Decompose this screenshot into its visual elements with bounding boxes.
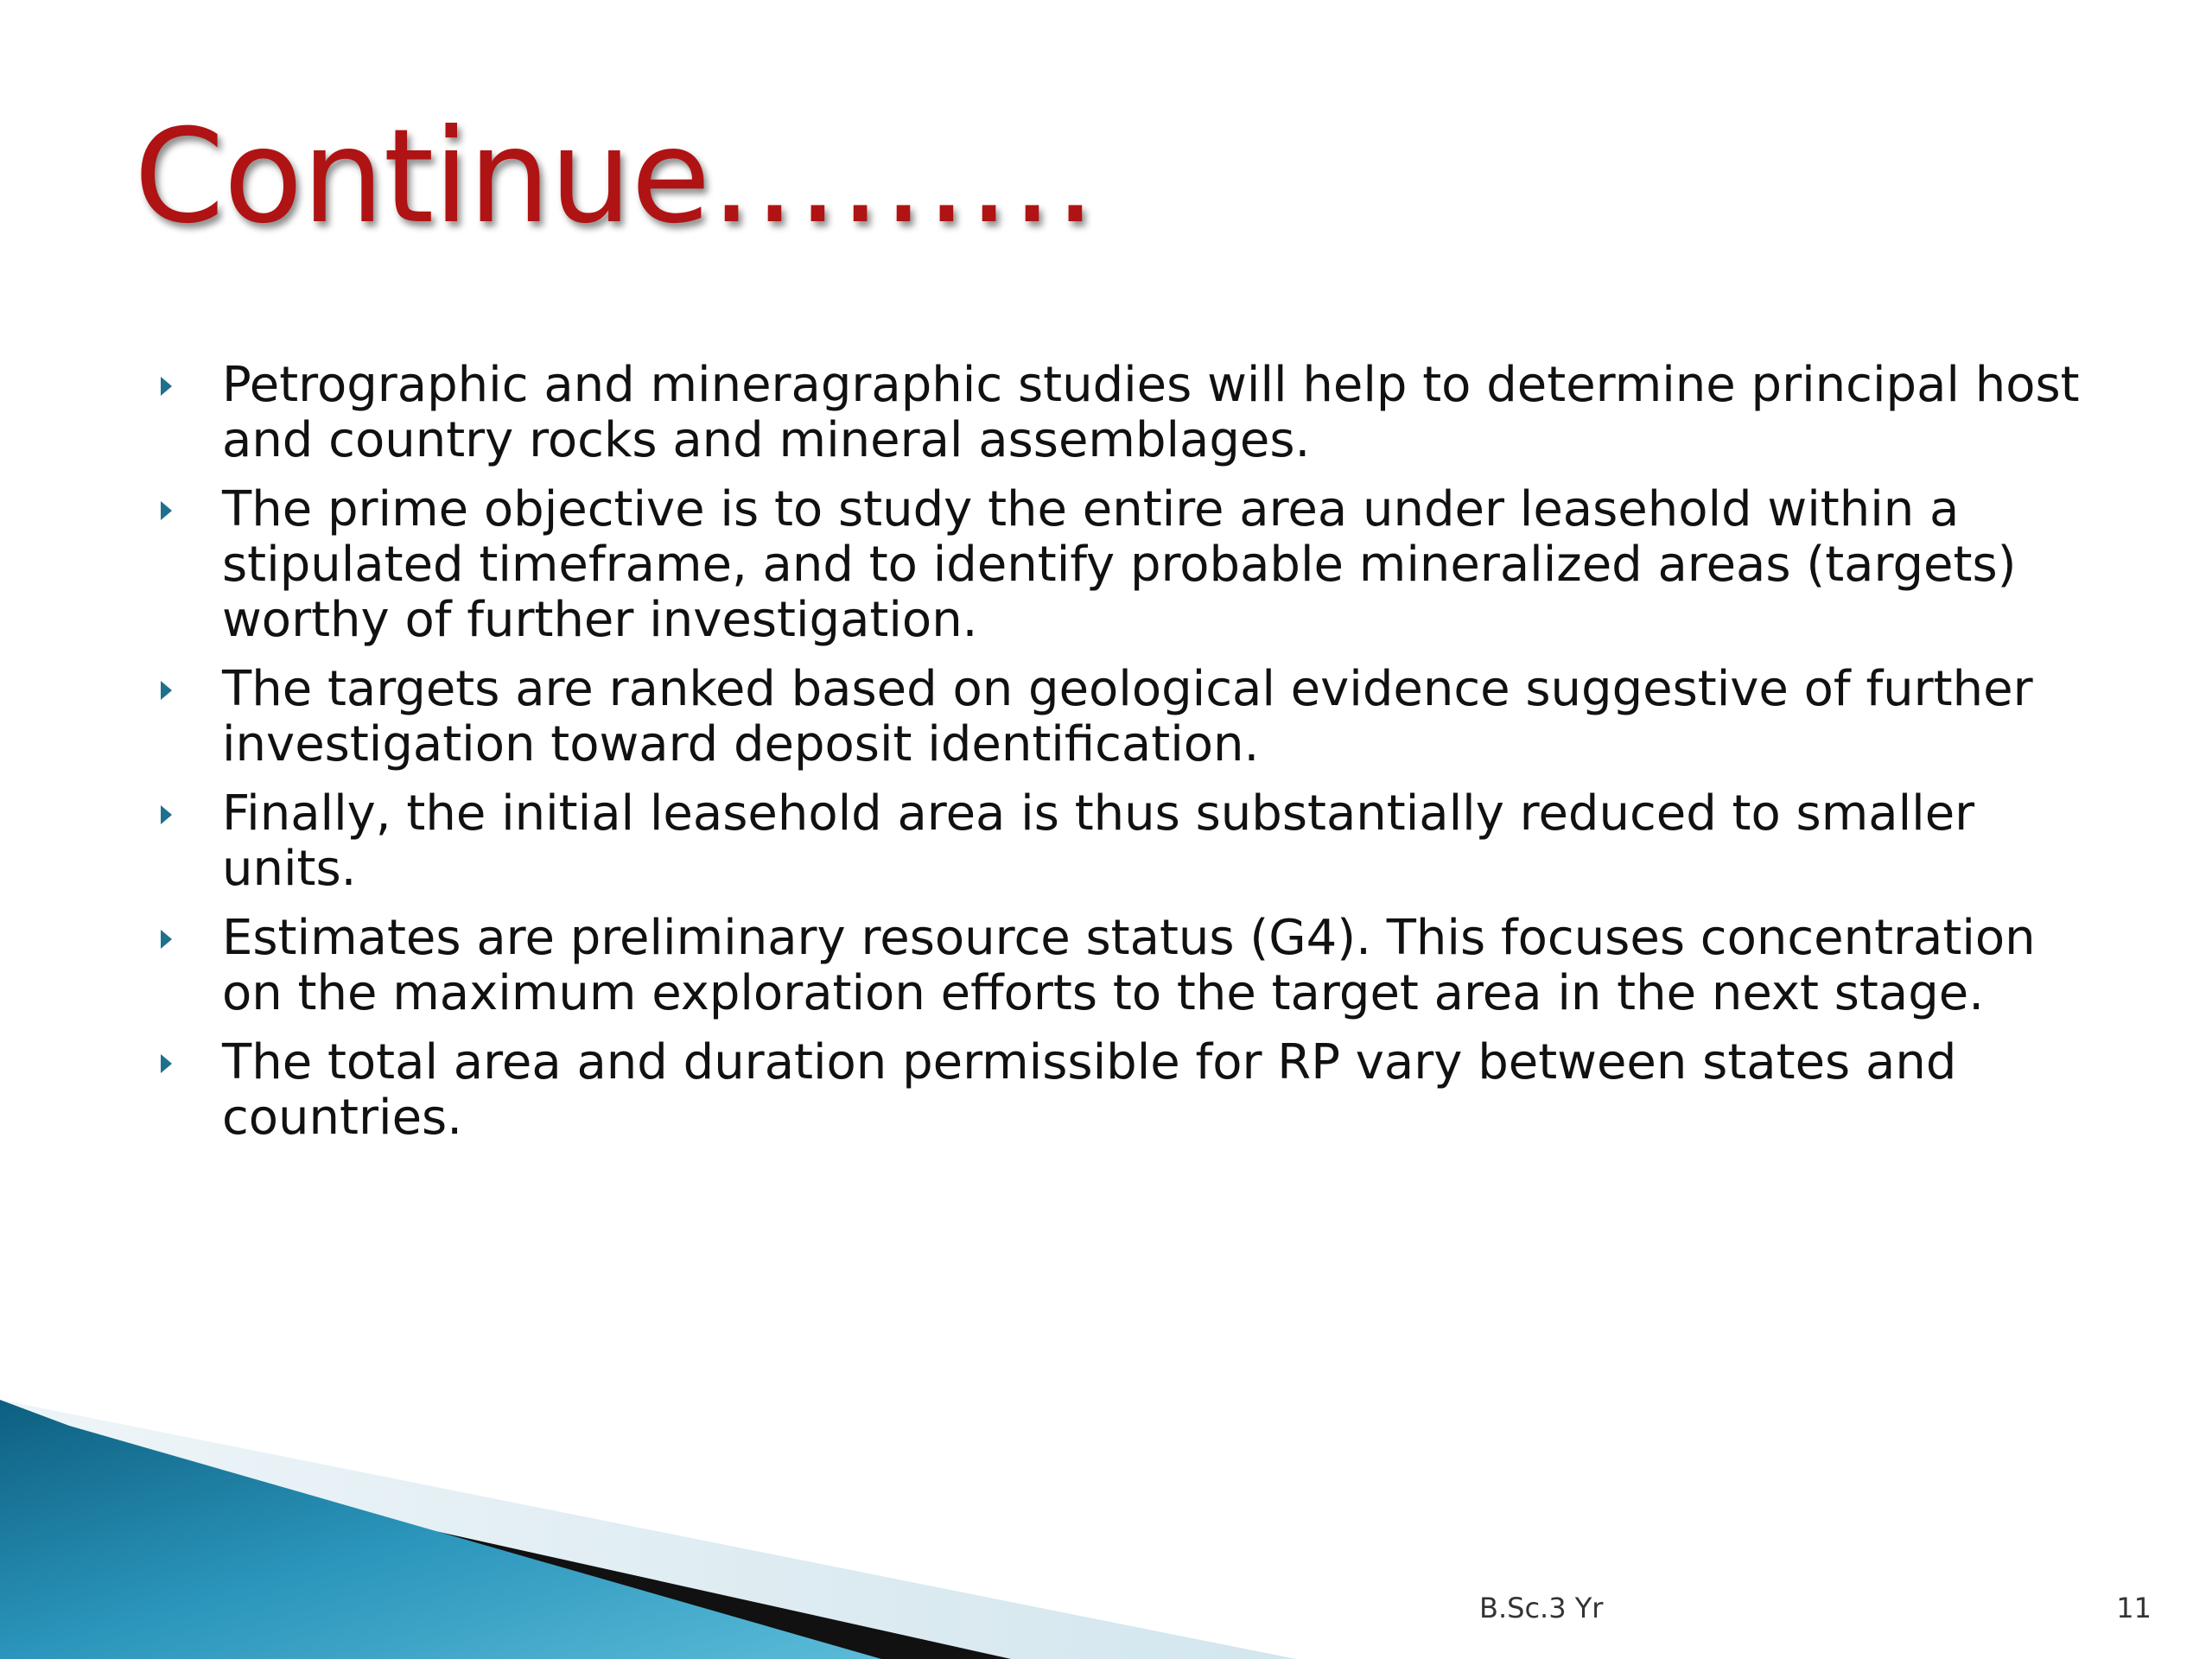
bullet-text: The total area and duration permissible for RP vary between states and countries.	[222, 1034, 1957, 1146]
bullet-text: Estimates are preliminary resource status (G4). This focuses concentration on the maximum exploration efforts to the target area in the next stage.	[222, 910, 2036, 1021]
triangle-right-icon	[161, 805, 172, 824]
bullet-item	[156, 1035, 2082, 1146]
triangle-right-icon	[161, 930, 172, 949]
bullet-text: The prime objective is to study the entire area under leasehold within a stipulated timeframe, and to identify probable mineralized areas (targets) worthy of further investigation.	[222, 481, 2017, 648]
bullet-item	[156, 662, 2082, 772]
slide-title: Continue………	[134, 102, 1096, 252]
triangle-right-icon	[161, 681, 172, 700]
triangle-right-icon	[161, 377, 172, 396]
triangle-right-icon	[161, 1054, 172, 1073]
bullet-list	[156, 358, 2082, 1160]
bullet-item	[156, 786, 2082, 897]
page-number: 11	[2116, 1592, 2152, 1624]
bullet-text: Petrographic and mineragraphic studies will help to determine principal host and country rocks and mineral assemblages.	[222, 357, 2080, 468]
bullet-text: Finally, the initial leasehold area is thus substantially reduced to smaller units.	[222, 785, 1975, 897]
bullet-item	[156, 358, 2082, 468]
bullet-text: The targets are ranked based on geological evidence suggestive of further investigation toward deposit identification.	[222, 661, 2033, 772]
footer-label: B.Sc.3 Yr	[1479, 1592, 1604, 1624]
triangle-right-icon	[161, 501, 172, 520]
bullet-item	[156, 911, 2082, 1021]
bullet-item	[156, 482, 2082, 648]
corner-swoosh-graphic	[0, 1400, 2212, 1659]
